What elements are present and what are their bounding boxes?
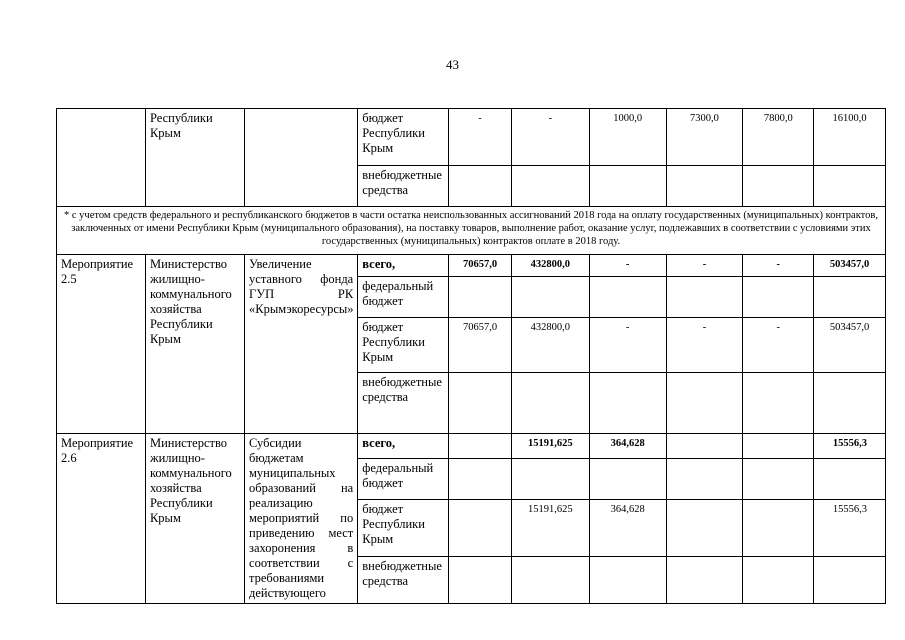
- value-cell: [814, 373, 886, 434]
- value-cell: [743, 373, 814, 434]
- value-cell: [449, 373, 512, 434]
- value-cell: 432800,0: [511, 318, 589, 373]
- description-cell: [245, 109, 358, 207]
- footnote-text: * с учетом средств федерального и республиканского бюджетов в части остатка неиспользованных ассигнований 2018 года на оплату государственных (муниципальных) контрактов, заключенных от имени Республики Крым (муниципального образования), на поставку товаров, выполнение работ, оказание услуг, подлежавших в соответствии с условиями этих государственных (муниципальных) контрактов оплате в 2018 году.: [57, 207, 886, 255]
- measure-description: Субсидии бюджетам муниципальных образований на реализацию мероприятий по приведению мест захоронения в соответствии с требованиями действующего: [245, 434, 358, 604]
- value-cell: 15556,3: [814, 499, 886, 556]
- value-cell: [666, 434, 743, 459]
- value-cell: 1000,0: [589, 109, 666, 166]
- value-cell: 503457,0: [814, 255, 886, 277]
- value-cell: [449, 277, 512, 318]
- value-cell: [589, 557, 666, 604]
- value-cell: [449, 459, 512, 500]
- value-cell: [511, 166, 589, 207]
- page-number: 43: [446, 57, 459, 72]
- value-cell: -: [449, 109, 512, 166]
- value-cell: [511, 459, 589, 500]
- measure-executor: Министерство жилищно-коммунального хозяйства Республики Крым: [145, 255, 244, 434]
- value-cell: 7300,0: [666, 109, 743, 166]
- value-cell: [589, 277, 666, 318]
- source-cell: бюджет Республики Крым: [358, 109, 449, 166]
- value-cell: 16100,0: [814, 109, 886, 166]
- measure-executor: Министерство жилищно-коммунального хозяйства Республики Крым: [145, 434, 244, 604]
- value-cell: [666, 557, 743, 604]
- value-cell: [666, 277, 743, 318]
- table-row: [57, 434, 886, 459]
- name-cell: [57, 109, 146, 207]
- source-cell: внебюджетные средства: [358, 557, 449, 604]
- value-cell: [814, 557, 886, 604]
- footnote-row: [57, 207, 886, 255]
- value-cell: [449, 434, 512, 459]
- value-cell: 70657,0: [449, 318, 512, 373]
- value-cell: -: [666, 255, 743, 277]
- value-cell: [743, 277, 814, 318]
- value-cell: [449, 499, 512, 556]
- value-cell: -: [589, 318, 666, 373]
- value-cell: 15191,625: [511, 499, 589, 556]
- value-cell: [511, 557, 589, 604]
- value-cell: [666, 459, 743, 500]
- source-cell: всего,: [358, 255, 449, 277]
- value-cell: [449, 557, 512, 604]
- value-cell: -: [511, 109, 589, 166]
- table-row: [57, 255, 886, 277]
- value-cell: [589, 459, 666, 500]
- source-cell: бюджет Республики Крым: [358, 499, 449, 556]
- table-row: [57, 109, 886, 166]
- value-cell: [814, 459, 886, 500]
- value-cell: [666, 373, 743, 434]
- source-cell: бюджет Республики Крым: [358, 318, 449, 373]
- value-cell: [743, 434, 814, 459]
- value-cell: [511, 373, 589, 434]
- source-cell: федеральный бюджет: [358, 277, 449, 318]
- value-cell: -: [666, 318, 743, 373]
- value-cell: [666, 166, 743, 207]
- measure-description: Увеличение уставного фонда ГУП РК «Крымэкоресурсы»: [245, 255, 358, 434]
- measure-name: Мероприятие 2.5: [57, 255, 146, 434]
- executor-cell: Республики Крым: [145, 109, 244, 207]
- value-cell: -: [743, 318, 814, 373]
- value-cell: 7800,0: [743, 109, 814, 166]
- value-cell: 364,628: [589, 499, 666, 556]
- value-cell: [814, 166, 886, 207]
- value-cell: 70657,0: [449, 255, 512, 277]
- source-cell: всего,: [358, 434, 449, 459]
- source-cell: федеральный бюджет: [358, 459, 449, 500]
- value-cell: [743, 459, 814, 500]
- value-cell: 15191,625: [511, 434, 589, 459]
- value-cell: [814, 277, 886, 318]
- value-cell: -: [743, 255, 814, 277]
- value-cell: 432800,0: [511, 255, 589, 277]
- budget-table: [56, 108, 886, 604]
- value-cell: [589, 166, 666, 207]
- value-cell: 503457,0: [814, 318, 886, 373]
- value-cell: [743, 166, 814, 207]
- value-cell: 364,628: [589, 434, 666, 459]
- source-cell: внебюджетные средства: [358, 373, 449, 434]
- value-cell: [511, 277, 589, 318]
- measure-name: Мероприятие 2.6: [57, 434, 146, 604]
- value-cell: [666, 499, 743, 556]
- value-cell: 15556,3: [814, 434, 886, 459]
- value-cell: [743, 557, 814, 604]
- value-cell: [589, 373, 666, 434]
- value-cell: [743, 499, 814, 556]
- value-cell: -: [589, 255, 666, 277]
- source-cell: внебюджетные средства: [358, 166, 449, 207]
- value-cell: [449, 166, 512, 207]
